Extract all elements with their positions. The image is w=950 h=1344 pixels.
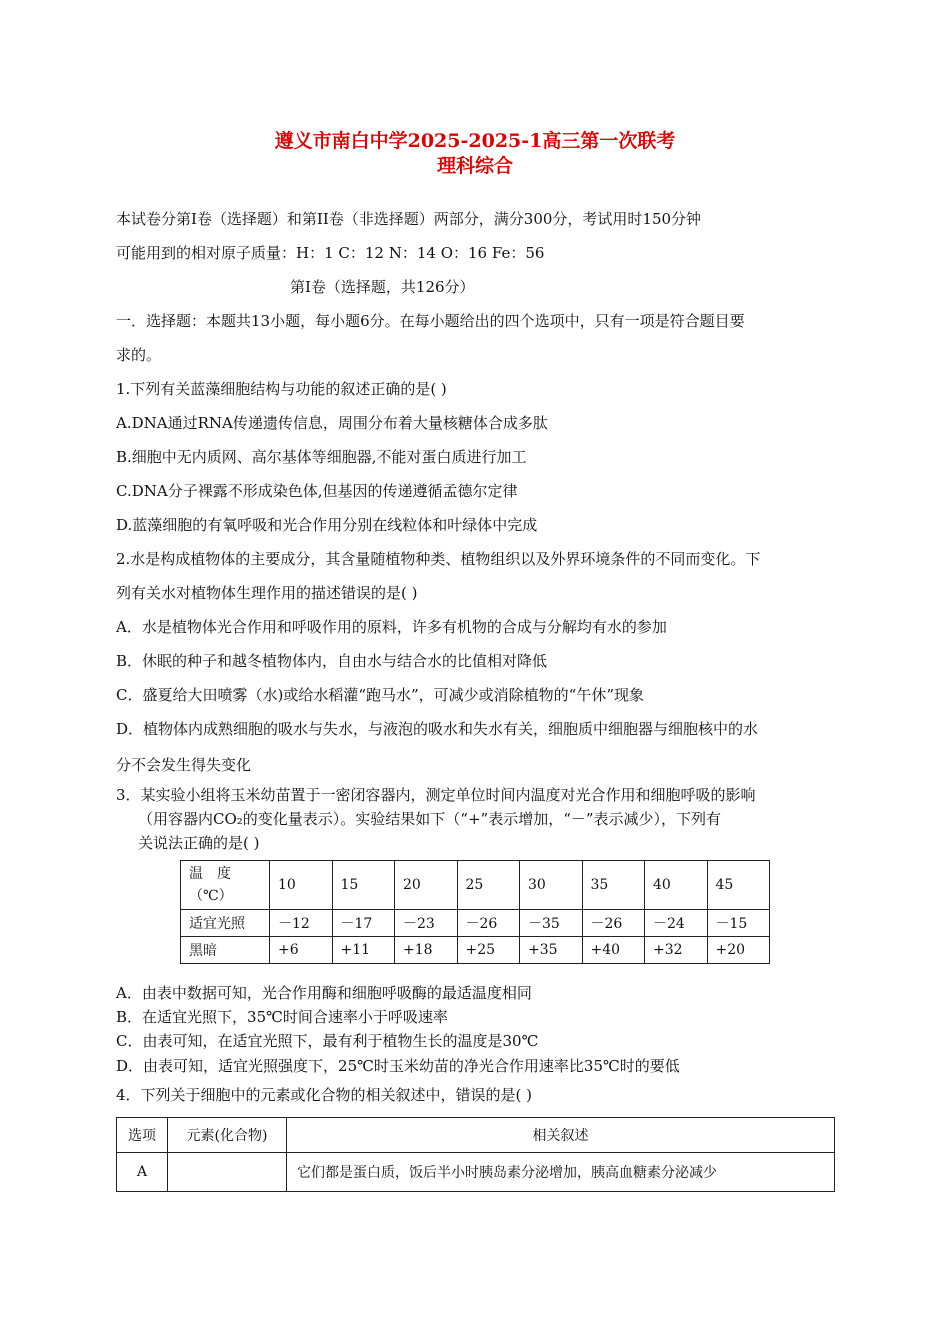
light-cell: －26 [582, 910, 645, 937]
dark-cell: +35 [520, 937, 583, 964]
light-cell: －26 [457, 910, 520, 937]
q1-option-c: C.DNA分子裸露不形成染色体,但基因的传递遵循孟德尔定律 [116, 482, 518, 500]
dark-cell: +11 [332, 937, 395, 964]
row-label-dark: 黑暗 [181, 937, 270, 964]
q3-data-table [180, 860, 770, 964]
dark-cell: +20 [707, 937, 770, 964]
light-cell: －12 [270, 910, 333, 937]
row-label-light: 适宜光照 [181, 910, 270, 937]
dark-cell: +25 [457, 937, 520, 964]
q1-option-b: B.细胞中无内质网、高尔基体等细胞器,不能对蛋白质进行加工 [116, 448, 527, 466]
q3-stem-2: （用容器内CO₂的变化量表示）。实验结果如下（“+”表示增加，“－”表示减少），下列有 [138, 810, 722, 828]
temp-cell: 45 [707, 861, 770, 910]
q3-option-b: B．在适宜光照下，35℃时间合速率小于呼吸速率 [116, 1008, 448, 1026]
q4-stem: 4．下列关于细胞中的元素或化合物的相关叙述中，错误的是( ) [116, 1086, 533, 1104]
q3-stem-3: 关说法正确的是( ) [138, 834, 260, 852]
page-title: 遵义市南白中学2025-2025-1高三第一次联考 [274, 130, 676, 152]
table-row [181, 910, 770, 937]
light-cell: －35 [520, 910, 583, 937]
q1-stem: 1.下列有关蓝藻细胞结构与功能的叙述正确的是( ) [116, 380, 447, 398]
element-cell [168, 1153, 287, 1192]
q3-option-c: C．由表可知，在适宜光照下，最有利于植物生长的温度是30℃ [116, 1032, 539, 1050]
temp-cell: 20 [395, 861, 458, 910]
q2-option-a: A．水是植物体光合作用和呼吸作用的原料，许多有机物的合成与分解均有水的参加 [116, 618, 667, 636]
intro-line-1: 本试卷分第Ⅰ卷（选择题）和第II卷（非选择题）两部分，满分300分，考试用时150分钟 [116, 210, 702, 228]
temp-cell: 25 [457, 861, 520, 910]
light-cell: －17 [332, 910, 395, 937]
temperature-header: 温 度 （℃） [181, 861, 270, 910]
q3-option-d: D．由表可知，适宜光照强度下，25℃时玉米幼苗的净光合作用速率比35℃时的要低 [116, 1057, 680, 1075]
q2-option-d-1: D．植物体内成熟细胞的吸水与失水，与液泡的吸水和失水有关，细胞质中细胞器与细胞核中的水 [116, 720, 759, 738]
temp-cell: 40 [645, 861, 708, 910]
q4-table [116, 1117, 835, 1192]
q2-option-c: C．盛夏给大田喷雾（水)或给水稻灌“跑马水”，可减少或消除植物的“午休”现象 [116, 686, 645, 704]
table-header-row [181, 861, 770, 910]
dark-cell: +32 [645, 937, 708, 964]
instruction-line-1: 一．选择题：本题共13小题，每小题6分。在每小题给出的四个选项中，只有一项是符合题目要 [116, 312, 745, 330]
instruction-line-2: 求的。 [116, 346, 162, 364]
temp-cell: 35 [582, 861, 645, 910]
table-row [181, 937, 770, 964]
table-row [117, 1153, 835, 1192]
temp-cell: 15 [332, 861, 395, 910]
q3-option-a: A．由表中数据可知，光合作用酶和细胞呼吸酶的最适温度相同 [116, 984, 532, 1002]
page-subtitle: 理科综合 [436, 155, 513, 177]
dark-cell: +18 [395, 937, 458, 964]
col-header-element: 元素(化合物) [168, 1118, 287, 1153]
dark-cell: +40 [582, 937, 645, 964]
q1-option-d: D.蓝藻细胞的有氧呼吸和光合作用分别在线粒体和叶绿体中完成 [116, 516, 538, 534]
col-header-description: 相关叙述 [287, 1118, 835, 1153]
q1-option-a: A.DNA通过RNA传递遗传信息，周围分布着大量核糖体合成多肽 [116, 414, 548, 432]
light-cell: －15 [707, 910, 770, 937]
q3-stem-1: 3．某实验小组将玉米幼苗置于一密闭容器内，测定单位时间内温度对光合作用和细胞呼吸的影响 [116, 786, 756, 804]
q2-stem-2: 列有关水对植物体生理作用的描述错误的是( ) [116, 584, 418, 602]
intro-line-2: 可能用到的相对原子质量：H：1 C：12 N：14 O：16 Fe：56 [116, 244, 545, 262]
q2-option-d-2: 分不会发生得失变化 [116, 756, 252, 774]
section-heading: 第Ⅰ卷（选择题，共126分） [290, 278, 475, 296]
option-cell: A [117, 1153, 168, 1192]
light-cell: －24 [645, 910, 708, 937]
description-cell: 它们都是蛋白质，饭后半小时胰岛素分泌增加，胰高血糖素分泌减少 [287, 1153, 835, 1192]
light-cell: －23 [395, 910, 458, 937]
table-header-row [117, 1118, 835, 1153]
temp-cell: 10 [270, 861, 333, 910]
dark-cell: +6 [270, 937, 333, 964]
col-header-option: 选项 [117, 1118, 168, 1153]
q2-stem-1: 2.水是构成植物体的主要成分，其含量随植物种类、植物组织以及外界环境条件的不同而变化。下 [116, 550, 761, 568]
temp-cell: 30 [520, 861, 583, 910]
q2-option-b: B．休眠的种子和越冬植物体内，自由水与结合水的比值相对降低 [116, 652, 548, 670]
